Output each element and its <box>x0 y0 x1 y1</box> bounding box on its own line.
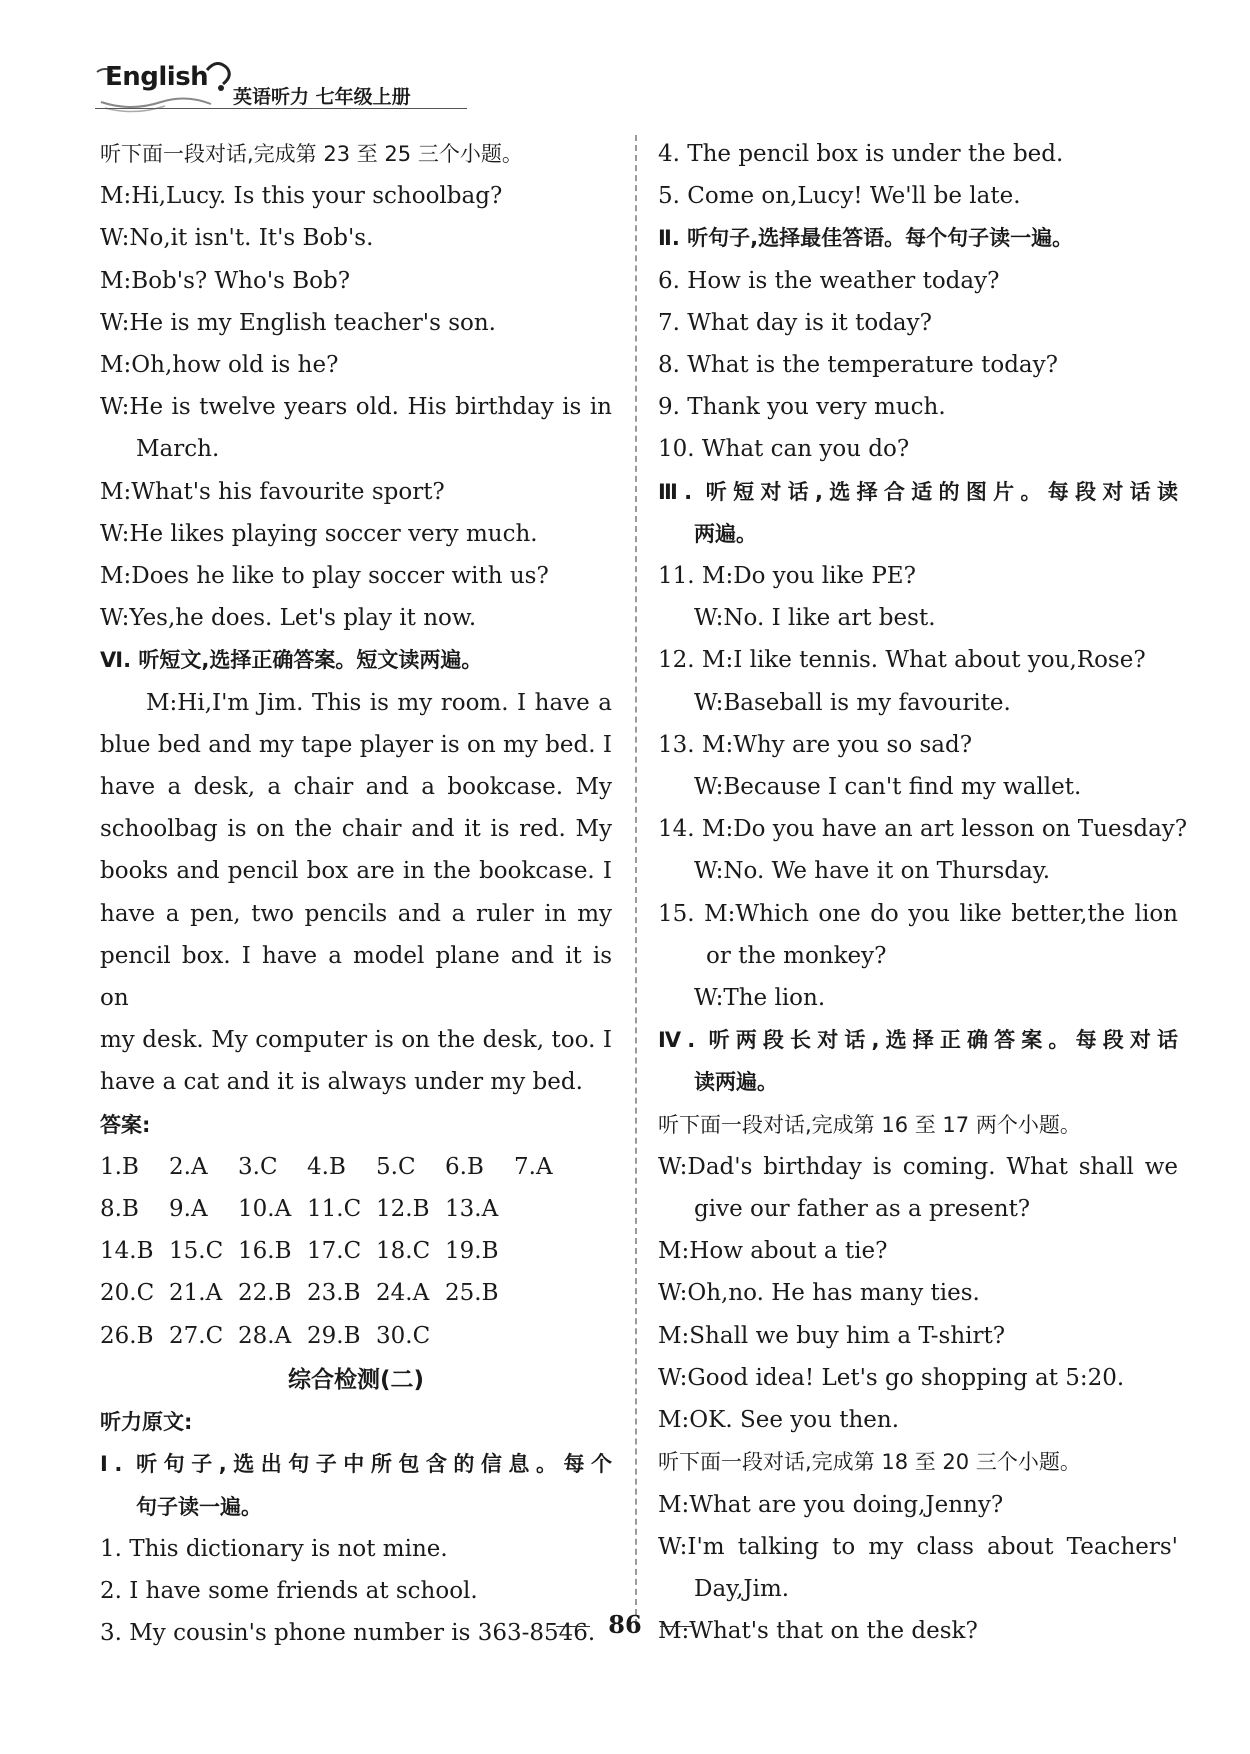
text-line: 10. What can you do? <box>658 436 910 463</box>
text-line: 4. The pencil box is under the bed. <box>658 141 1064 167</box>
answer-item: 10.A <box>238 1196 292 1223</box>
left-text-lines <box>100 133 612 1146</box>
header-rule <box>95 108 467 109</box>
text-line: W:He is twelve years old. His birthday is in <box>100 394 612 421</box>
right-column <box>658 133 1188 1652</box>
text-line: 听下面一段对话,完成第 23 至 25 三个小题。 <box>100 142 523 166</box>
text-line: have a pen, two pencils and a ruler in my <box>100 900 612 927</box>
text-line: 9. Thank you very much. <box>658 394 946 421</box>
section-title: 综合检测(二) <box>287 1366 425 1393</box>
answer-item: 14.B <box>100 1238 154 1265</box>
text-line: 11. M:Do you like PE? <box>658 563 916 590</box>
answer-row <box>100 1315 612 1357</box>
answer-item: 12.B <box>376 1196 430 1223</box>
answer-item: 2.A <box>169 1153 208 1180</box>
answer-item: 26.B <box>100 1322 154 1349</box>
text-line: Ⅳ. 听两段长对话,选择正确答案。每段对话 <box>658 1028 1178 1053</box>
header-title: 英语听力 七年级上册 <box>233 86 411 108</box>
text-line: 15. M:Which one do you like better,the lion <box>658 900 1178 927</box>
answer-item: 11.C <box>307 1196 362 1223</box>
answer-item: 21.A <box>169 1280 223 1307</box>
text-line: W:No. We have it on Thursday. <box>694 858 1051 885</box>
text-line: 2. I have some friends at school. <box>100 1577 478 1604</box>
text-line: have a cat and it is always under my bed. <box>100 1069 583 1096</box>
text-line: M:Hi,I'm Jim. This is my room. I have a <box>146 689 612 716</box>
answer-item: 6.B <box>445 1153 484 1180</box>
text-line: 听力原文: <box>100 1410 193 1435</box>
text-line: 12. M:I like tennis. What about you,Rose? <box>658 647 1146 674</box>
answer-item: 13.A <box>445 1196 499 1223</box>
text-line: M:Does he like to play soccer with us? <box>100 563 549 590</box>
answer-item: 30.C <box>376 1322 431 1349</box>
text-line: 答案: <box>100 1112 151 1137</box>
text-line: 听下面一段对话,完成第 18 至 20 三个小题。 <box>658 1450 1081 1475</box>
answer-item: 28.A <box>238 1322 292 1349</box>
text-line: Ⅵ. 听短文,选择正确答案。短文读两遍。 <box>100 648 483 673</box>
page-number-text: 86 <box>608 1610 642 1639</box>
text-line: 两遍。 <box>694 521 757 546</box>
answer-item: 8.B <box>100 1196 139 1223</box>
text-line: W:Dad's birthday is coming. What shall we <box>658 1153 1178 1180</box>
answer-item: 1.B <box>100 1153 139 1180</box>
text-line: W:Because I can't find my wallet. <box>694 774 1082 801</box>
text-line: March. <box>136 436 220 463</box>
answer-item: 15.C <box>169 1238 224 1265</box>
answer-item: 9.A <box>169 1196 208 1223</box>
text-line: books and pencil box are in the bookcase. I <box>100 858 612 885</box>
page-header <box>95 58 475 118</box>
text-line: give our father as a present? <box>694 1196 1031 1223</box>
text-line: W:Baseball is my favourite. <box>694 689 1011 716</box>
answer-grid <box>100 1146 612 1357</box>
answer-item: 22.B <box>238 1280 292 1307</box>
text-line: or the monkey? <box>706 942 887 969</box>
text-line: 6. How is the weather today? <box>658 267 1000 294</box>
text-line: W:The lion. <box>694 985 826 1012</box>
text-line: Ⅱ. 听句子,选择最佳答语。每个句子读一遍。 <box>658 226 1074 251</box>
text-line: W:Good idea! Let's go shopping at 5:20. <box>658 1364 1125 1391</box>
text-line: 句子读一遍。 <box>136 1494 262 1519</box>
text-line: 听下面一段对话,完成第 16 至 17 两个小题。 <box>658 1112 1081 1137</box>
text-line: 8. What is the temperature today? <box>658 352 1058 379</box>
answer-item: 29.B <box>307 1322 361 1349</box>
text-line: Day,Jim. <box>694 1575 790 1602</box>
text-line: W:Oh,no. He has many ties. <box>658 1280 980 1307</box>
text-line: 3. My cousin's phone number is 363-8546. <box>100 1620 596 1647</box>
text-line: 7. What day is it today? <box>658 309 932 336</box>
text-line: schoolbag is on the chair and it is red. My <box>100 816 612 843</box>
text-line: W:No,it isn't. It's Bob's. <box>100 225 374 252</box>
text-line: 13. M:Why are you so sad? <box>658 731 973 758</box>
text-line: my desk. My computer is on the desk, too. I <box>100 1027 612 1054</box>
text-line: W:No. I like art best. <box>694 605 936 632</box>
right-text-lines <box>658 133 1188 1652</box>
answer-item: 4.B <box>307 1153 346 1180</box>
text-line: M:Shall we buy him a T-shirt? <box>658 1322 1006 1349</box>
text-line: W:He likes playing soccer very much. <box>100 520 538 547</box>
answer-item: 20.C <box>100 1280 155 1307</box>
text-line: Ⅰ. 听句子,选出句子中所包含的信息。每个 <box>100 1452 612 1477</box>
text-line: M:What's his favourite sport? <box>100 478 445 505</box>
text-line: 读两遍。 <box>694 1070 778 1095</box>
answer-item: 17.C <box>307 1238 362 1265</box>
answer-item: 16.B <box>238 1238 292 1265</box>
answer-item: 18.C <box>376 1238 431 1265</box>
text-line: W:Yes,he does. Let's play it now. <box>100 605 477 632</box>
answer-row <box>100 1188 612 1230</box>
text-line: have a desk, a chair and a bookcase. My <box>100 774 612 801</box>
text-line: M:What are you doing,Jenny? <box>658 1491 1004 1518</box>
text-line: M:How about a tie? <box>658 1238 888 1265</box>
answer-item: 25.B <box>445 1280 499 1307</box>
text-line: pencil box. I have a model plane and it is on <box>100 942 612 1012</box>
logo-text: English <box>105 62 209 92</box>
text-line: Ⅲ. 听短对话,选择合适的图片。每段对话读 <box>658 479 1178 504</box>
text-line: M:Bob's? Who's Bob? <box>100 267 351 294</box>
text-line: M:What's that on the desk? <box>658 1618 978 1645</box>
text-line: M:OK. See you then. <box>658 1407 900 1434</box>
page-number-dash-left <box>556 1626 590 1627</box>
text-line: W:He is my English teacher's son. <box>100 309 496 336</box>
answer-item: 24.A <box>376 1280 430 1307</box>
left-column <box>100 133 612 1654</box>
answer-item: 19.B <box>445 1238 499 1265</box>
answer-item: 27.C <box>169 1322 224 1349</box>
text-line: 14. M:Do you have an art lesson on Tuesday? <box>658 816 1188 843</box>
answer-item: 23.B <box>307 1280 361 1307</box>
text-line: M:Hi,Lucy. Is this your schoolbag? <box>100 183 503 210</box>
column-divider <box>635 135 637 1625</box>
page-number-dash-right <box>660 1626 694 1627</box>
text-line: 5. Come on,Lucy! We'll be late. <box>658 183 1021 210</box>
page-number <box>0 1610 1250 1639</box>
answer-row <box>100 1230 612 1272</box>
text-line: blue bed and my tape player is on my bed. I <box>100 731 612 758</box>
answer-row <box>100 1272 612 1314</box>
answer-row <box>100 1146 612 1188</box>
answer-item: 3.C <box>238 1153 278 1180</box>
text-line: M:Oh,how old is he? <box>100 352 339 379</box>
answer-item: 7.A <box>514 1153 553 1180</box>
answer-item: 5.C <box>376 1153 416 1180</box>
text-line: W:I'm talking to my class about Teachers' <box>658 1533 1178 1560</box>
text-line: 1. This dictionary is not mine. <box>100 1535 448 1562</box>
